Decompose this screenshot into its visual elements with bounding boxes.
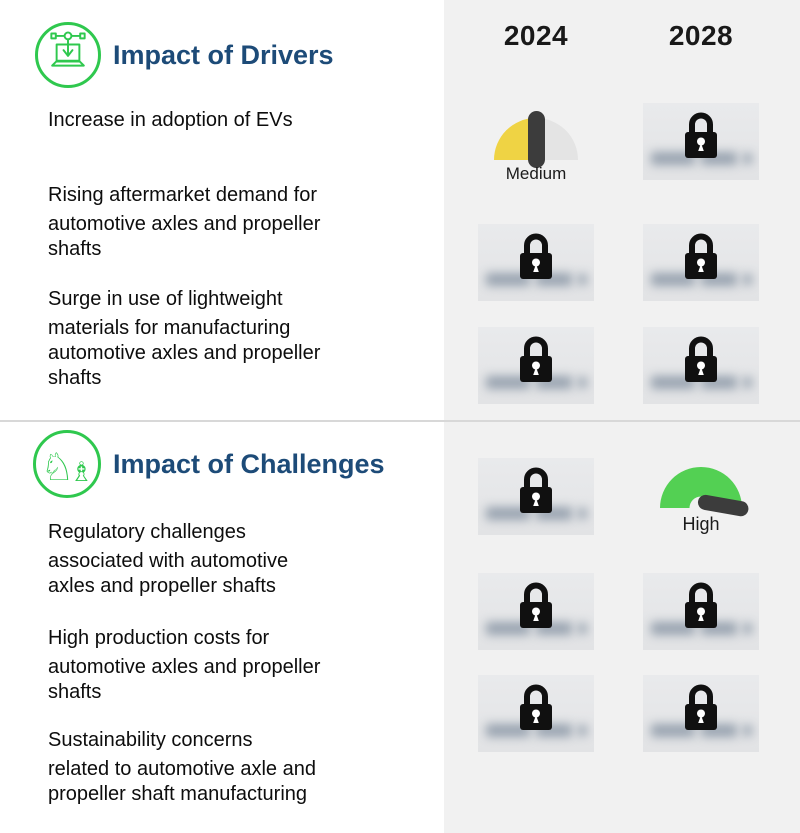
locked-value-cell-challenges-2-2024[interactable] <box>478 573 594 650</box>
lock-icon <box>678 334 724 386</box>
challenge-item-text: axles and propeller shafts <box>48 575 276 597</box>
chess-bishop-icon: ♗ <box>69 457 94 488</box>
lock-icon <box>513 465 559 517</box>
lock-icon <box>678 682 724 734</box>
challenge-item-production-costs <box>48 626 400 705</box>
challenges-section-icon <box>33 430 101 498</box>
locked-value-cell-challenges-3-2028[interactable] <box>643 675 759 752</box>
drivers-section-title: Impact of Drivers <box>113 40 334 70</box>
lock-icon <box>513 231 559 283</box>
challenge-item-text: Sustainability concerns <box>48 729 253 751</box>
locked-value-cell-drivers-2-2028[interactable] <box>643 224 759 301</box>
locked-value-cell-drivers-2-2024[interactable] <box>478 224 594 301</box>
driver-item-ev-adoption <box>48 108 400 137</box>
driver-item-text: shafts <box>48 238 102 260</box>
chess-knight-icon: ♘ <box>40 445 75 489</box>
challenge-item-text: shafts <box>48 681 102 703</box>
lock-icon <box>678 110 724 162</box>
driver-item-aftermarket-demand <box>48 183 400 262</box>
blurred-text <box>743 725 752 736</box>
lock-icon <box>513 334 559 386</box>
lock-icon <box>678 231 724 283</box>
lock-icon <box>678 580 724 632</box>
locked-value-cell-challenges-2-2028[interactable] <box>643 573 759 650</box>
blurred-text <box>743 377 752 388</box>
driver-item-text: automotive axles and propeller <box>48 213 321 235</box>
challenge-item-sustainability <box>48 728 400 807</box>
blurred-text <box>578 623 587 634</box>
driver-item-text: Surge in use of lightweight <box>48 288 283 310</box>
challenge-item-text: High production costs for <box>48 627 270 649</box>
driver-item-text: materials for manufacturing <box>48 317 291 339</box>
gauge-label-high: High <box>682 514 720 534</box>
locked-value-cell-challenges-3-2024[interactable] <box>478 675 594 752</box>
blurred-text <box>578 377 587 388</box>
section-divider <box>0 420 800 422</box>
challenge-item-text: associated with automotive <box>48 550 289 572</box>
column-header-2028: 2028 <box>668 20 734 51</box>
challenge-item-regulatory <box>48 520 400 599</box>
locked-value-cell-drivers-3-2024[interactable] <box>478 327 594 404</box>
blurred-text <box>578 274 587 285</box>
connected-laptop-download-icon <box>42 27 94 79</box>
blurred-text <box>743 274 752 285</box>
challenge-item-text: propeller shaft manufacturing <box>48 783 308 805</box>
gauge-needle <box>528 111 545 168</box>
challenges-section-title: Impact of Challenges <box>113 449 385 479</box>
challenge-item-text: related to automotive axle and <box>48 758 316 780</box>
blurred-text <box>743 623 752 634</box>
driver-item-text: shafts <box>48 367 102 389</box>
driver-item-text: Increase in adoption of EVs <box>48 109 293 131</box>
driver-item-text: Rising aftermarket demand for <box>48 184 318 206</box>
locked-value-cell-challenges-1-2024[interactable] <box>478 458 594 535</box>
blurred-text <box>743 153 752 164</box>
locked-value-cell-drivers-1-2028[interactable] <box>643 103 759 180</box>
driver-item-lightweight-materials <box>48 287 400 391</box>
locked-value-cell-drivers-3-2028[interactable] <box>643 327 759 404</box>
column-header-2024: 2024 <box>503 20 569 51</box>
gauge-label-medium: Medium <box>505 164 567 183</box>
blurred-text <box>578 508 587 519</box>
driver-item-text: automotive axles and propeller <box>48 342 321 364</box>
lock-icon <box>513 682 559 734</box>
drivers-section-icon <box>35 22 101 88</box>
challenge-item-text: Regulatory challenges <box>48 521 246 543</box>
lock-icon <box>513 580 559 632</box>
blurred-text <box>578 725 587 736</box>
challenge-item-text: automotive axles and propeller <box>48 656 321 678</box>
